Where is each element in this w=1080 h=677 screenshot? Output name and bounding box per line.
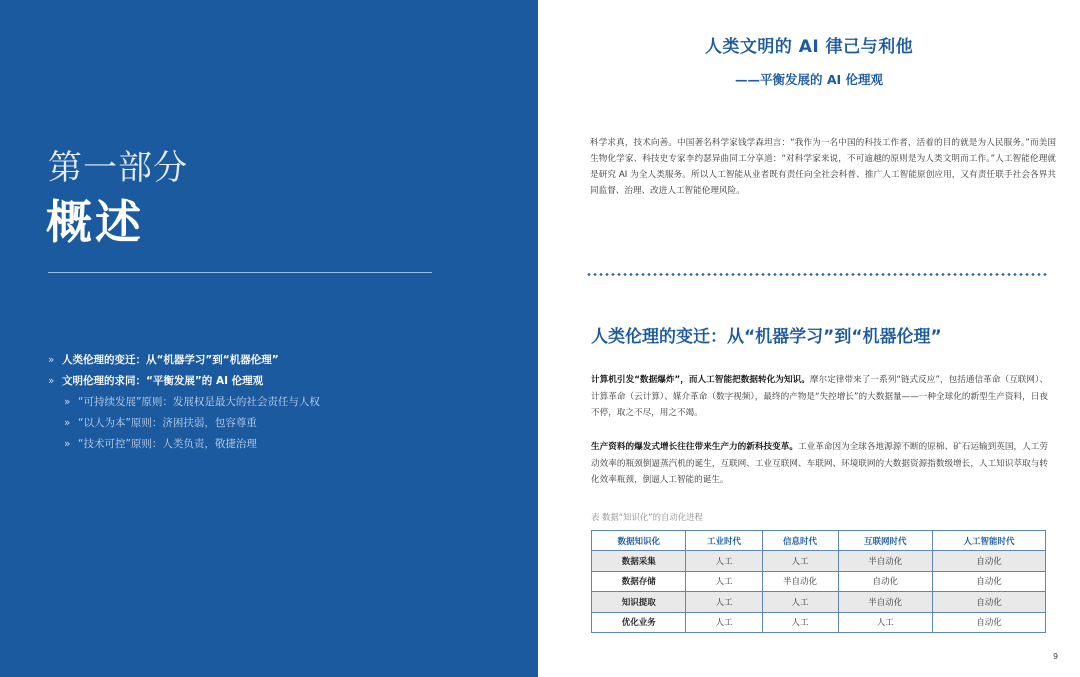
toc-item[interactable] xyxy=(48,350,498,371)
table-row xyxy=(592,571,1046,591)
toc-item-label: “以人为本”原则：济困扶弱，包容尊重 xyxy=(78,417,257,429)
column-header: 信息时代 xyxy=(762,531,838,551)
paragraph-lead: 生产资料的爆发式增长往往带来生产力的新科技变革。 xyxy=(591,442,798,452)
toc-subitem[interactable] xyxy=(48,392,498,413)
table-cell: 人工 xyxy=(762,551,838,571)
table-cell: 自动化 xyxy=(933,612,1046,632)
dotted-divider xyxy=(586,273,1048,276)
bullet-arrow-icon: » xyxy=(48,375,55,387)
bullet-arrow-icon: » xyxy=(64,396,71,408)
section-title: 人类伦理的变迁：从“机器学习”到“机器伦理” xyxy=(591,327,942,347)
table-row xyxy=(592,592,1046,612)
column-header: 人工智能时代 xyxy=(933,531,1046,551)
page-heading: 人类文明的 AI 律己与利他 xyxy=(704,37,914,57)
part-title: 概述 xyxy=(46,195,144,249)
column-header: 互联网时代 xyxy=(838,531,932,551)
table-row xyxy=(592,551,1046,571)
toc-item[interactable] xyxy=(48,371,498,392)
table-cell: 自动化 xyxy=(933,571,1046,591)
part-label: 第一部分 xyxy=(48,148,188,188)
column-header: 数据知识化 xyxy=(592,531,686,551)
row-header: 优化业务 xyxy=(592,612,686,632)
row-header: 知识提取 xyxy=(592,592,686,612)
toc-item-label: 文明伦理的求同：“平衡发展”的 AI 伦理观 xyxy=(62,375,264,387)
table-cell: 半自动化 xyxy=(838,592,932,612)
table-cell: 人工 xyxy=(762,612,838,632)
toc-subitem[interactable] xyxy=(48,434,498,455)
table-cell: 人工 xyxy=(686,551,762,571)
table-cell: 自动化 xyxy=(933,592,1046,612)
body-paragraph xyxy=(591,439,1048,489)
table-caption: 表 数据“知识化”的自动化进程 xyxy=(591,512,703,522)
body-paragraph xyxy=(591,372,1048,422)
table-header-row xyxy=(592,531,1046,551)
bullet-arrow-icon: » xyxy=(48,354,55,366)
table-cell: 半自动化 xyxy=(838,551,932,571)
table-cell: 人工 xyxy=(686,612,762,632)
table-cell: 人工 xyxy=(686,571,762,591)
toc-item-label: “可持续发展”原则：发展权是最大的社会责任与人权 xyxy=(78,396,320,408)
table-cell: 人工 xyxy=(838,612,932,632)
table-of-contents xyxy=(48,350,498,455)
column-header: 工业时代 xyxy=(686,531,762,551)
divider xyxy=(48,272,432,273)
toc-item-label: 人类伦理的变迁：从“机器学习”到“机器伦理” xyxy=(62,354,279,366)
table-cell: 人工 xyxy=(762,592,838,612)
paragraph-body: 摩尔定律带来了一系列“链式反应”，包括通信革命（互联网）、计算革命（云计算）、媒介革命（数字视频），最终的产物是“失控增长”的大数据量——一种全球化的新型生产资料，日夜不停，取之不尽，用之不竭。 xyxy=(591,375,1048,418)
left-panel xyxy=(0,0,538,677)
toc-subitem[interactable] xyxy=(48,413,498,434)
paragraph-lead: 计算机引发“数据爆炸”，而人工智能把数据转化为知识。 xyxy=(591,375,810,385)
bullet-arrow-icon: » xyxy=(64,438,71,450)
toc-item-label: “技术可控”原则：人类负责，敬捷治理 xyxy=(78,438,257,450)
right-panel xyxy=(538,0,1080,677)
page-subheading: ——平衡发展的 AI 伦理观 xyxy=(734,72,884,87)
paragraph-body: 工业革命因为全球各地源源不断的原棉、矿石运输到英国，人工劳动效率的瓶颈倒逼蒸汽机的诞生，互联网、工业互联网、车联网、环境联网的大数据资源指数级增长，人工知识萃取与转化效率瓶颈，倒逼人工智能的诞生。 xyxy=(591,442,1048,485)
row-header: 数据采集 xyxy=(592,551,686,571)
page-number: 9 xyxy=(1053,652,1059,661)
table-cell: 自动化 xyxy=(838,571,932,591)
table-cell: 人工 xyxy=(686,592,762,612)
intro-paragraph: 科学求真，技术向善。中国著名科学家钱学森坦言：“我作为一名中国的科技工作者，活着的目的就是为人民服务。”而美国生物化学家、科技史专家李约瑟异曲同工分享道：“对科学家来说，不可逾越的原则是为人类文明而工作。”人工智能伦理就是研究 AI 为全人类服务。所以人工智能从业者既有责任向全社会科普、推广人工智能原创应用，又有责任联手社会各界共同监督、治理、改进人工智能伦理风险。 xyxy=(590,138,1056,196)
table-cell: 半自动化 xyxy=(762,571,838,591)
table-row xyxy=(592,612,1046,632)
data-table xyxy=(591,530,1046,633)
table-cell: 自动化 xyxy=(933,551,1046,571)
bullet-arrow-icon: » xyxy=(64,417,71,429)
row-header: 数据存储 xyxy=(592,571,686,591)
